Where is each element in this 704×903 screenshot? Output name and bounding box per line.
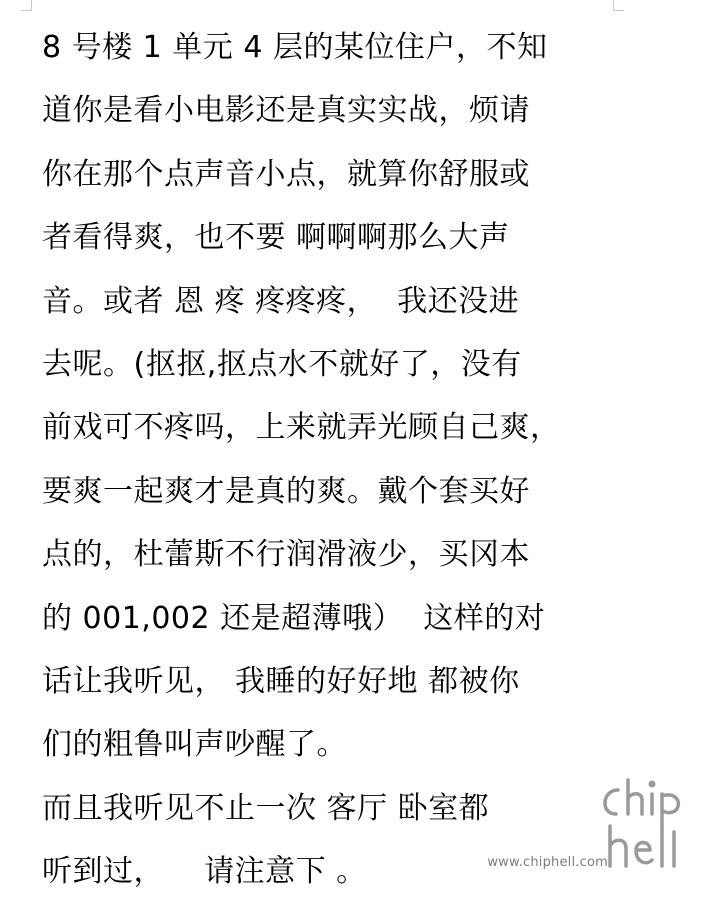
text-line-8: 要爽一起爽才是真的爽。戴个套买好 bbox=[42, 473, 530, 509]
text-line-2: 道你是看小电影还是真实实战，烦请 bbox=[42, 93, 530, 129]
text-line-1: 8 号楼 1 单元 4 层的某位住户，不知 bbox=[42, 30, 548, 65]
text-line-5: 音。或者 恩 疼 疼疼疼， 我还没进 bbox=[42, 283, 520, 319]
margin-corner-mark-right bbox=[613, 0, 624, 11]
text-line-9: 点的，杜蕾斯不行润滑液少，买冈本 bbox=[42, 537, 530, 573]
text-line-4: 者看得爽，也不要 啊啊啊那么大声 bbox=[42, 220, 510, 256]
margin-corner-mark-left bbox=[21, 0, 32, 11]
text-line-11: 话让我听见， 我睡的好好地 都被你 bbox=[42, 663, 520, 699]
text-line-7: 前戏可不疼吗，上来就弄光顾自己爽， bbox=[42, 410, 561, 446]
text-line-6: 去呢。(抠抠,抠点水不就好了，没有 bbox=[42, 346, 522, 382]
text-line-12: 们的粗鲁叫声吵醒了。 bbox=[42, 727, 347, 763]
watermark-url: www.chiphell.com bbox=[487, 855, 608, 870]
text-line-10: 的 001,002 还是超薄哦） 这样的对 bbox=[42, 600, 546, 636]
text-line-13: 而且我听见不止一次 客厅 卧室都 bbox=[42, 790, 490, 826]
document-body bbox=[42, 16, 632, 903]
text-line-3: 你在那个点声音小点，就算你舒服或 bbox=[42, 156, 530, 192]
text-line-14: 听到过， 请注意下 。 bbox=[42, 854, 367, 890]
